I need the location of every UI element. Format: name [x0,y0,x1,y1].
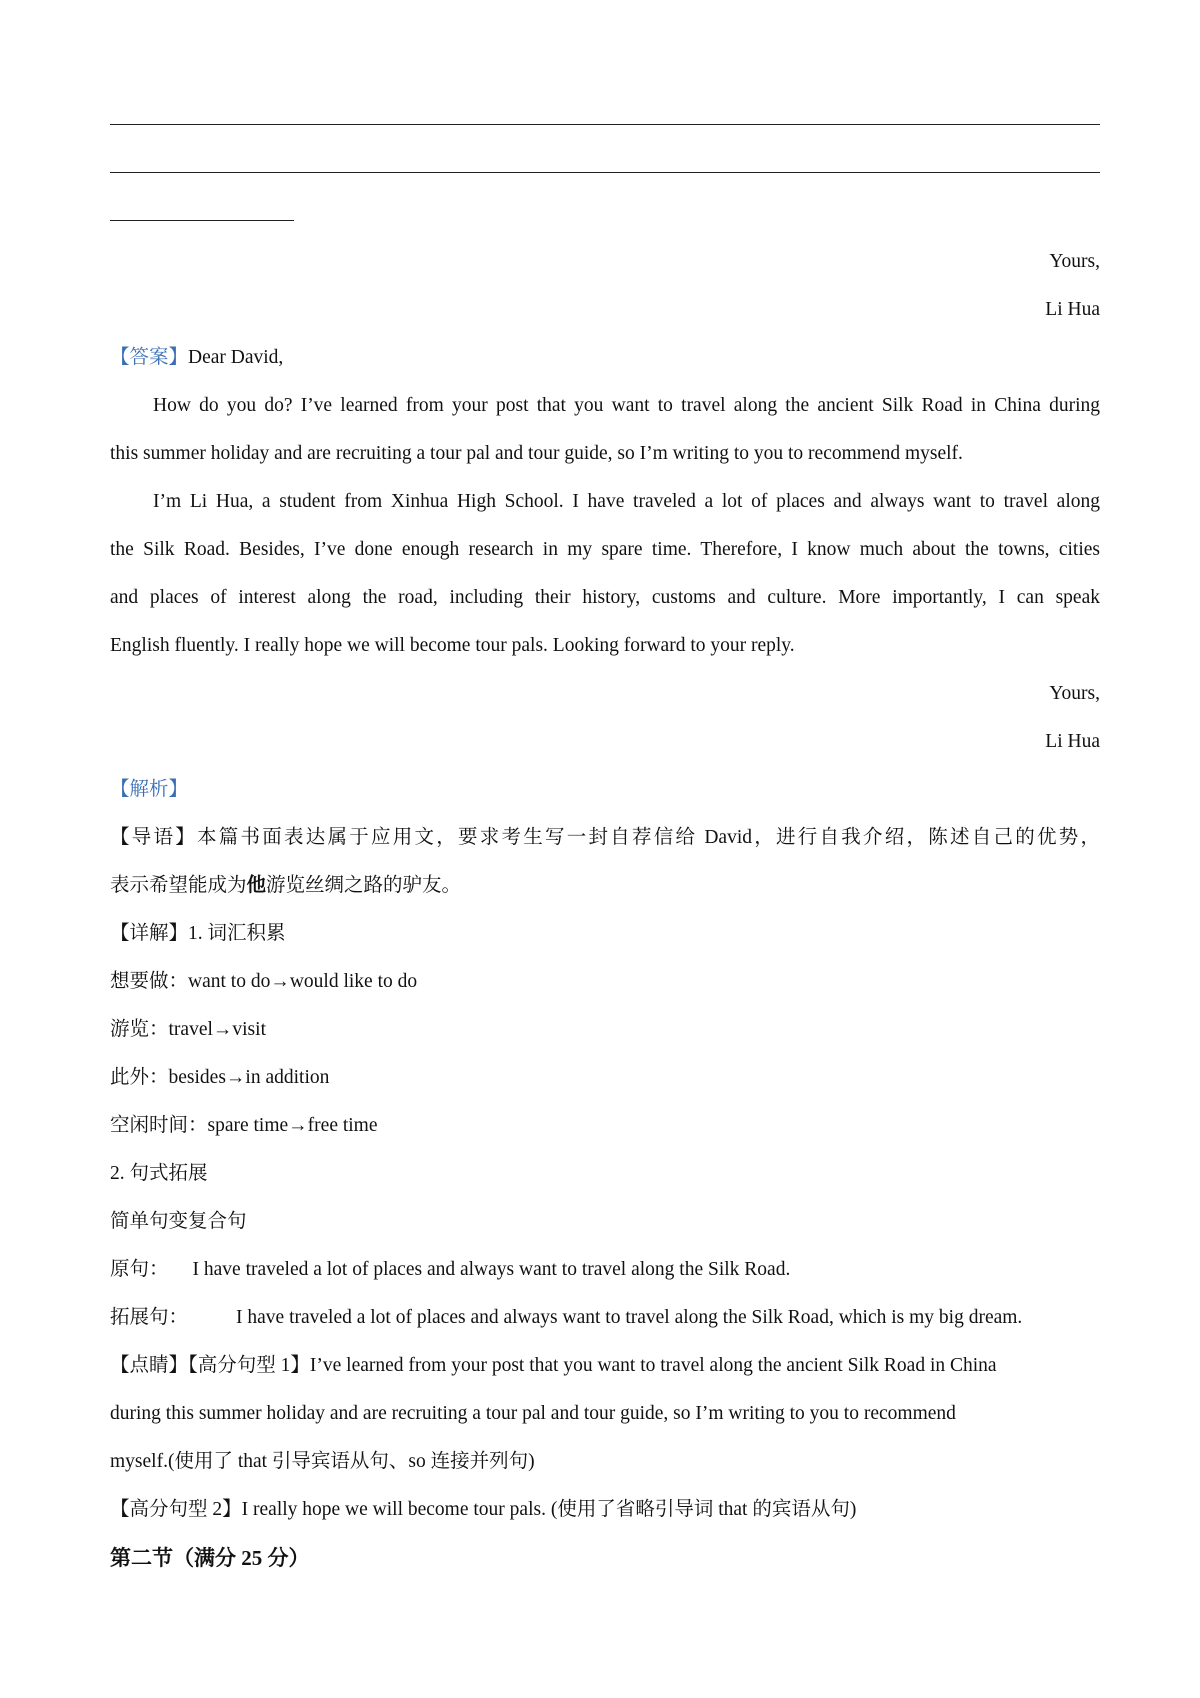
point-tag: 【点睛】 [110,1355,189,1376]
pattern-subtitle: 简单句变复合句 [110,1211,247,1232]
high-score-2-line [110,1496,1100,1524]
vocab-item-4: 空闲时间：spare time→free time [110,1115,378,1136]
original-sentence-text: I have traveled a lot of places and always want to travel along the Silk Road. [192,1259,791,1280]
original-sentence-label: 原句： [110,1259,169,1280]
vocab-item-3: 此外：besides→in addition [110,1067,330,1088]
extended-sentence-label: 拓展句： [110,1307,189,1328]
answer-blank-line-1 [110,124,1100,125]
pattern-title: 2. 句式拓展 [110,1163,208,1184]
high-score-2-text: I really hope we will become tour pals. (使用了省略引导词 that 的宾语从句) [241,1499,857,1520]
vocab-item-1: 想要做：want to do→would like to do [110,971,418,992]
analysis-intro-text-1: 本篇书面表达属于应用文，要求考生写一封自荐信给 David，进行自我介绍，陈述自己的优势， [197,827,1100,848]
answer-closing: Yours, [1049,683,1100,704]
answer-paragraph-1-line-2: this summer holiday and are recruiting a tour pal and tour guide, so I’m writing to you to recommend myself. [110,443,963,464]
high-score-1-tag: 【高分句型 1】 [188,1355,310,1376]
high-score-2-tag: 【高分句型 2】 [110,1499,242,1520]
answer-paragraph-1-line-1: How do you do? I’ve learned from your post that you want to travel along the ancient Silk Road in China during [153,395,1100,416]
analysis-intro-line-2 [110,872,1100,900]
letter-closing: Yours, [1049,251,1100,272]
answer-blank-line-3 [110,220,294,221]
high-score-1-text-1: I’ve learned from your post that you want to travel along the ancient Silk Road in China [309,1355,997,1376]
analysis-intro-text-2a: 表示希望能成为 [110,875,247,896]
detail-tag: 【详解】 [110,923,189,944]
high-score-1-line-1 [110,1352,1100,1380]
analysis-intro-text-2-bold: 他 [246,875,267,896]
analysis-intro-tag: 【导语】 [110,827,197,848]
answer-paragraph-2-line-2: the Silk Road. Besides, I’ve done enough research in my spare time. Therefore, I know much about the towns, cities [110,539,1100,560]
analysis-tag: 【解析】 [110,779,189,800]
vocab-item-2: 游览：travel→visit [110,1019,266,1040]
extended-sentence-text: I have traveled a lot of places and always want to travel along the Silk Road, which is my big dream. [236,1307,1023,1328]
extended-sentence-line [110,1304,1100,1332]
letter-signature: Li Hua [1045,299,1100,320]
answer-blank-line-2 [110,172,1100,173]
high-score-1-line-3: myself.(使用了 that 引导宾语从句、so 连接并列句) [110,1451,535,1472]
original-sentence-line [110,1256,1100,1284]
detail-title: 1. 词汇积累 [188,923,286,944]
answer-salutation-line [110,344,1100,372]
answer-salutation: Dear David, [188,347,284,368]
answer-paragraph-2-line-4: English fluently. I really hope we will become tour pals. Looking forward to your reply. [110,635,795,656]
answer-tag: 【答案】 [110,347,189,368]
answer-paragraph-2-line-1: I’m Li Hua, a student from Xinhua High School. I have traveled a lot of places and always want to travel along [153,491,1100,512]
high-score-1-line-2: during this summer holiday and are recruiting a tour pal and tour guide, so I’m writing to you to recommend [110,1403,956,1424]
answer-paragraph-2-line-3: and places of interest along the road, including their history, customs and culture. More importantly, I can speak [110,587,1100,608]
analysis-intro-text-2b: 游览丝绸之路的驴友。 [266,875,462,896]
section-two-heading: 第二节（满分 25 分） [110,1546,310,1570]
detail-line [110,920,1100,948]
answer-signature: Li Hua [1045,731,1100,752]
analysis-intro-line-1 [110,824,1100,852]
